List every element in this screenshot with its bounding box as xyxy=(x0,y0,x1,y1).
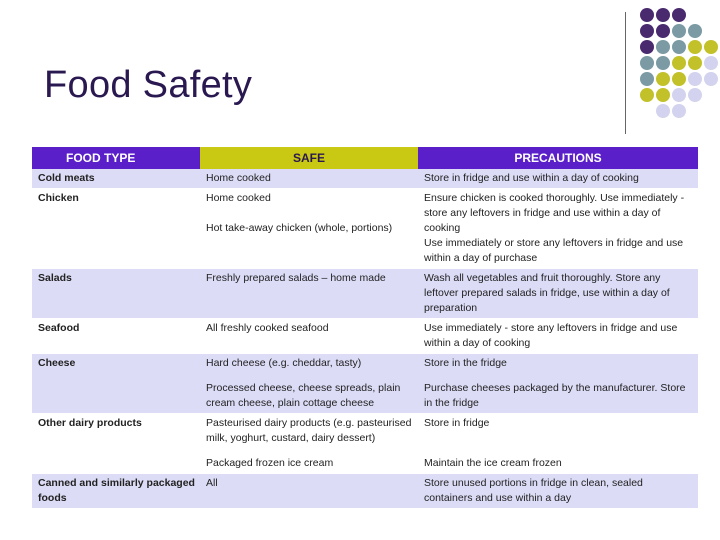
table-header-row xyxy=(32,147,698,169)
safe-cell xyxy=(200,354,418,414)
decor-dot xyxy=(672,8,686,22)
precaution-text: Store in fridge xyxy=(424,417,490,429)
decor-dot xyxy=(672,72,686,86)
decor-dot xyxy=(688,24,702,38)
decor-dot xyxy=(672,40,686,54)
safe-cell xyxy=(200,414,418,474)
precaution-text: Ensure chicken is cooked thoroughly. Use immediately - store any leftovers in fridge and use within a day of cooking xyxy=(424,192,685,234)
precautions-cell xyxy=(418,474,698,509)
table-row xyxy=(32,269,698,319)
decor-dot xyxy=(688,72,702,86)
decor-dot xyxy=(688,88,702,102)
header-food-type: FOOD TYPE xyxy=(32,147,200,169)
decor-dot xyxy=(640,88,654,102)
precautions-cell xyxy=(418,414,698,474)
safe-text: Hard cheese (e.g. cheddar, tasty) xyxy=(206,357,362,369)
table-row xyxy=(32,189,698,269)
food-type-cell: Cheese xyxy=(32,354,200,414)
decor-dot xyxy=(672,56,686,70)
decor-dot xyxy=(656,8,670,22)
precautions-cell xyxy=(418,189,698,269)
safe-cell xyxy=(200,474,418,509)
safe-text: Packaged frozen ice cream xyxy=(206,457,334,469)
decor-dot xyxy=(656,40,670,54)
table-row xyxy=(32,474,698,509)
decor-dot xyxy=(688,56,702,70)
safe-text: Home cooked xyxy=(206,172,271,184)
food-type-cell: Chicken xyxy=(32,189,200,269)
food-type-cell: Other dairy products xyxy=(32,414,200,474)
safe-cell xyxy=(200,269,418,319)
precaution-text: Maintain the ice cream frozen xyxy=(424,457,562,469)
decor-dot xyxy=(672,88,686,102)
safe-text: Pasteurised dairy products (e.g. pasteurised milk, yoghurt, custard, dairy dessert) xyxy=(206,417,412,444)
header-precautions: PRECAUTIONS xyxy=(418,147,698,169)
food-safety-table xyxy=(32,147,698,509)
decor-dot xyxy=(704,56,718,70)
decor-dot xyxy=(656,104,670,118)
table-row xyxy=(32,319,698,354)
title-divider-line xyxy=(625,12,626,134)
decor-dot xyxy=(672,24,686,38)
decor-dot xyxy=(656,88,670,102)
safe-cell xyxy=(200,319,418,354)
precaution-text: Purchase cheeses packaged by the manufacturer. Store in the fridge xyxy=(424,382,686,409)
decor-dot xyxy=(704,40,718,54)
decor-dot xyxy=(704,72,718,86)
table-row xyxy=(32,354,698,414)
slide-title: Food Safety xyxy=(44,64,253,106)
precautions-cell xyxy=(418,269,698,319)
decor-dot xyxy=(640,24,654,38)
precaution-text: Use immediately - store any leftovers in fridge and use within a day of cooking xyxy=(424,322,678,349)
precaution-text: Store unused portions in fridge in clean, sealed containers and use within a day xyxy=(424,477,643,504)
decor-dot xyxy=(640,56,654,70)
decor-dot xyxy=(640,72,654,86)
safe-text: All freshly cooked seafood xyxy=(206,322,329,334)
precaution-text: Store in fridge and use within a day of cooking xyxy=(424,172,639,184)
table-row xyxy=(32,169,698,189)
precaution-text: Store in the fridge xyxy=(424,357,507,369)
food-type-cell: Canned and similarly packaged foods xyxy=(32,474,200,509)
safe-cell xyxy=(200,169,418,189)
food-type-cell: Salads xyxy=(32,269,200,319)
decor-dot xyxy=(640,40,654,54)
safe-text: Home cooked xyxy=(206,192,271,204)
food-type-cell: Cold meats xyxy=(32,169,200,189)
header-safe: SAFE xyxy=(200,147,418,169)
decor-dot xyxy=(640,8,654,22)
precaution-text: Use immediately or store any leftovers in fridge and use within a day of purchase xyxy=(424,237,684,264)
safe-text: Freshly prepared salads – home made xyxy=(206,272,386,284)
precautions-cell xyxy=(418,354,698,414)
safe-text: All xyxy=(206,477,218,489)
precautions-cell xyxy=(418,319,698,354)
decor-dot xyxy=(656,24,670,38)
precaution-text: Wash all vegetables and fruit thoroughly. Store any leftover prepared salads in fridge, use within a day of preparation xyxy=(424,272,670,314)
decor-dot xyxy=(688,40,702,54)
decor-dot xyxy=(656,56,670,70)
safe-text: Processed cheese, cheese spreads, plain cream cheese, plain cottage cheese xyxy=(206,382,401,409)
precautions-cell xyxy=(418,169,698,189)
safe-text: Hot take-away chicken (whole, portions) xyxy=(206,222,393,234)
table-row xyxy=(32,414,698,474)
safe-cell xyxy=(200,189,418,269)
decor-dot xyxy=(672,104,686,118)
decor-dot xyxy=(656,72,670,86)
food-type-cell: Seafood xyxy=(32,319,200,354)
